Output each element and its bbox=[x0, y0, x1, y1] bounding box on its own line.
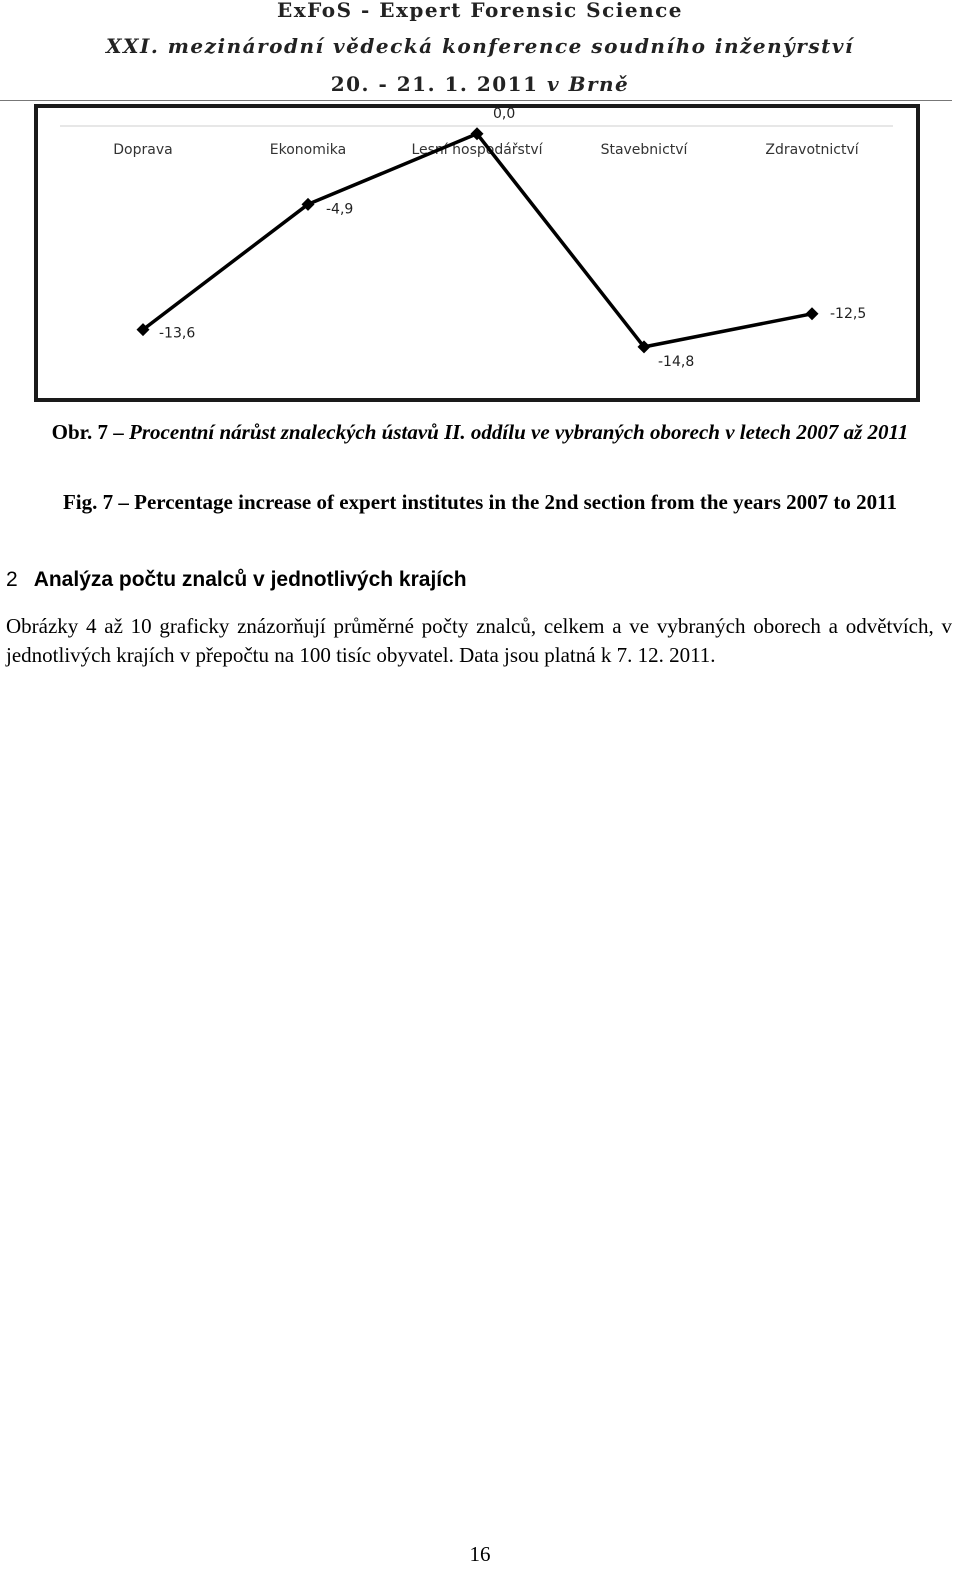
data-label: -14,8 bbox=[658, 353, 695, 370]
category-label: Stavebnictví bbox=[600, 142, 688, 158]
section-number: 2 bbox=[6, 568, 18, 591]
header-place: v Brně bbox=[546, 72, 630, 96]
line-chart bbox=[0, 100, 960, 405]
header-date: 20. - 21. 1. 2011 bbox=[330, 72, 539, 96]
header-date-place bbox=[0, 72, 960, 96]
category-label: Lesní hospodářství bbox=[411, 142, 543, 158]
data-label: -4,9 bbox=[326, 201, 354, 218]
category-label: Ekonomika bbox=[269, 142, 347, 158]
data-label: -13,6 bbox=[159, 325, 196, 342]
header-conference: XXI. mezinárodní vědecká konference soudního inženýrství bbox=[105, 34, 855, 58]
caption-english-prefix: Fig. 7 – bbox=[62, 490, 135, 514]
section-heading bbox=[6, 568, 467, 592]
header-title: ExFoS - Expert Forensic Science bbox=[276, 0, 684, 22]
data-label: 0,0 bbox=[493, 105, 516, 122]
category-label: Doprava bbox=[113, 142, 173, 158]
section-title: Analýza počtu znalců v jednotlivých krajích bbox=[33, 568, 467, 591]
category-label: Zdravotnictví bbox=[765, 142, 859, 158]
caption-english bbox=[0, 488, 960, 517]
page-number: 16 bbox=[469, 1542, 491, 1566]
caption-czech-prefix: Obr. 7 – bbox=[51, 420, 130, 444]
caption-czech-text: Procentní nárůst znaleckých ústavů II. oddílu ve vybraných oborech v letech 2007 až 2011 bbox=[129, 420, 909, 444]
data-label: -12,5 bbox=[830, 305, 867, 322]
caption-czech bbox=[0, 418, 960, 447]
body-paragraph: Obrázky 4 až 10 graficky znázorňují průměrné počty znalců, celkem a ve vybraných oborech a odvětvích, v jednotlivých krajích v přepočtu na 100 tisíc obyvatel. Data jsou platná k 7. 12. 2011. bbox=[6, 614, 952, 667]
caption-english-text: Percentage increase of expert institutes in the 2nd section from the years 2007 to 2011 bbox=[134, 490, 898, 514]
